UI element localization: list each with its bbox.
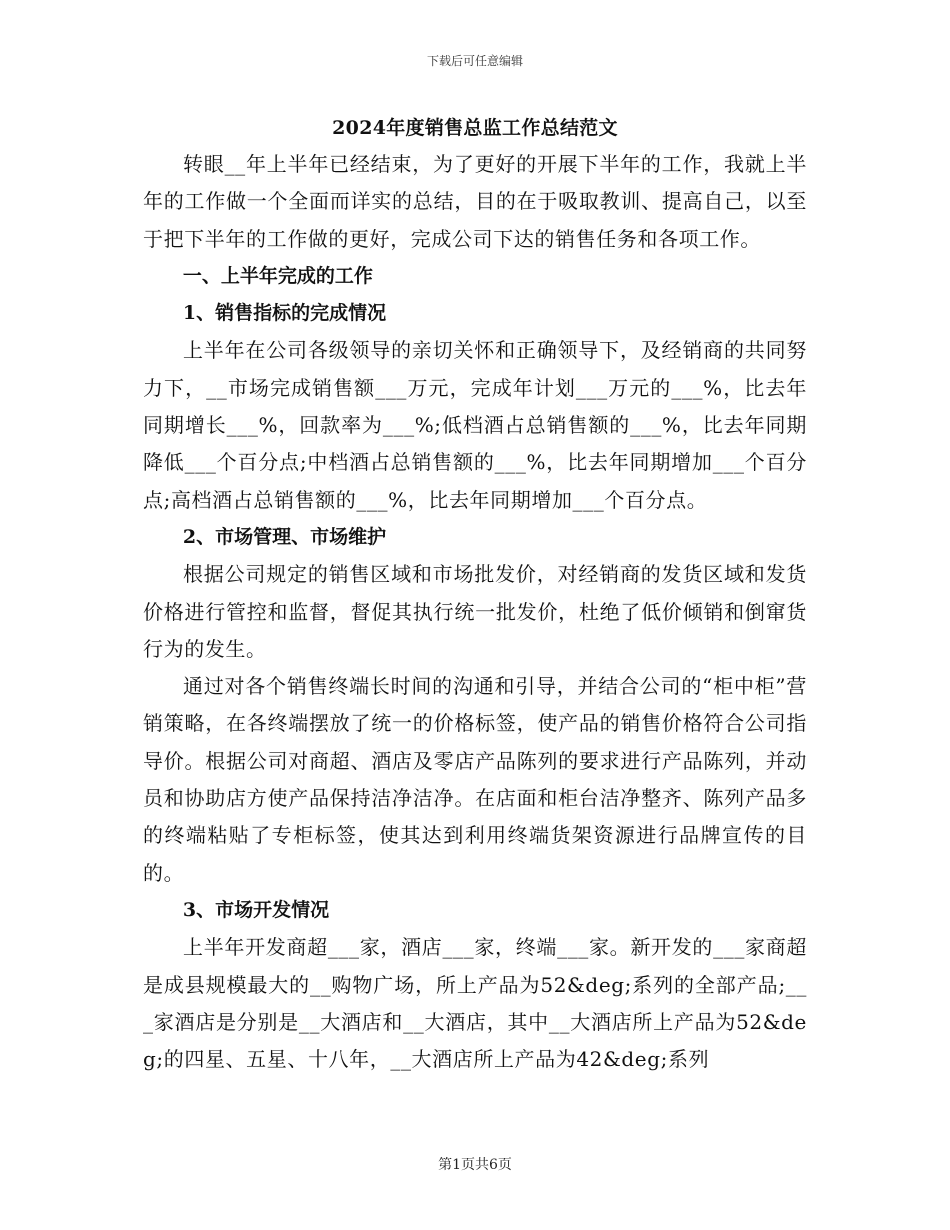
subsection-heading-market-management: 2、市场管理、市场维护 (182, 525, 387, 548)
paragraph-market-management: 根据公司规定的销售区域和市场批发价，对经销商的发货区域和发货价格进行管控和监督，督促其执行统一批发价，杜绝了低价倾销和倒窜货行为的发生。 (143, 562, 807, 661)
section-heading-first-half-work: 一、上半年完成的工作 (182, 264, 373, 287)
header-note: 下载后可任意编辑 (426, 54, 523, 68)
paragraph-market-development: 上半年开发商超___家，酒店___家，终端___家。新开发的___家商超是成县规模最大的__购物广场，所上产品为52&deg;系列的全部产品;___家酒店是分别是__大酒店和__大酒店，其中__大酒店所上产品为52&deg;的四星、五星、十八年，__大酒店所上产品为42&deg;系列 (143, 935, 807, 1072)
document-body (143, 110, 807, 1078)
document-title: 2024年度销售总监工作总结范文 (332, 117, 618, 139)
paragraph-intro: 转眼__年上半年已经结束，为了更好的开展下半年的工作，我就上半年的工作做一个全面而详实的总结，目的在于吸取教训、提高自己，以至于把下半年的工作做的更好，完成公司下达的销售任务和各项工作。 (143, 152, 807, 251)
paragraph-sales-targets: 上半年在公司各级领导的亲切关怀和正确领导下，及经销商的共同努力下，__市场完成销售额___万元，完成年计划___万元的___%，比去年同期增长___%，回款率为___%;低档酒占总销售额的___%，比去年同期降低___个百分点;中档酒占总销售额的___%，比去年同期增加___个百分点;高档酒占总销售额的___%，比去年同期增加___个百分点。 (143, 338, 807, 512)
subsection-heading-sales-targets: 1、销售指标的完成情况 (182, 302, 387, 325)
paragraph-terminal-guidance: 通过对各个销售终端长时间的沟通和引导，并结合公司的“柜中柜”营销策略，在各终端摆放了统一的价格标签，使产品的销售价格符合公司指导价。根据公司对商超、酒店及零店产品陈列的要求进行产品陈列，并动员和协助店方使产品保持洁净洁净。在店面和柜台洁净整齐、陈列产品多的终端粘贴了专柜标签，使其达到利用终端货架资源进行品牌宣传的目的。 (143, 674, 807, 885)
subsection-heading-market-development: 3、市场开发情况 (182, 898, 330, 921)
page-number: 第1页共6页 (438, 1157, 512, 1173)
